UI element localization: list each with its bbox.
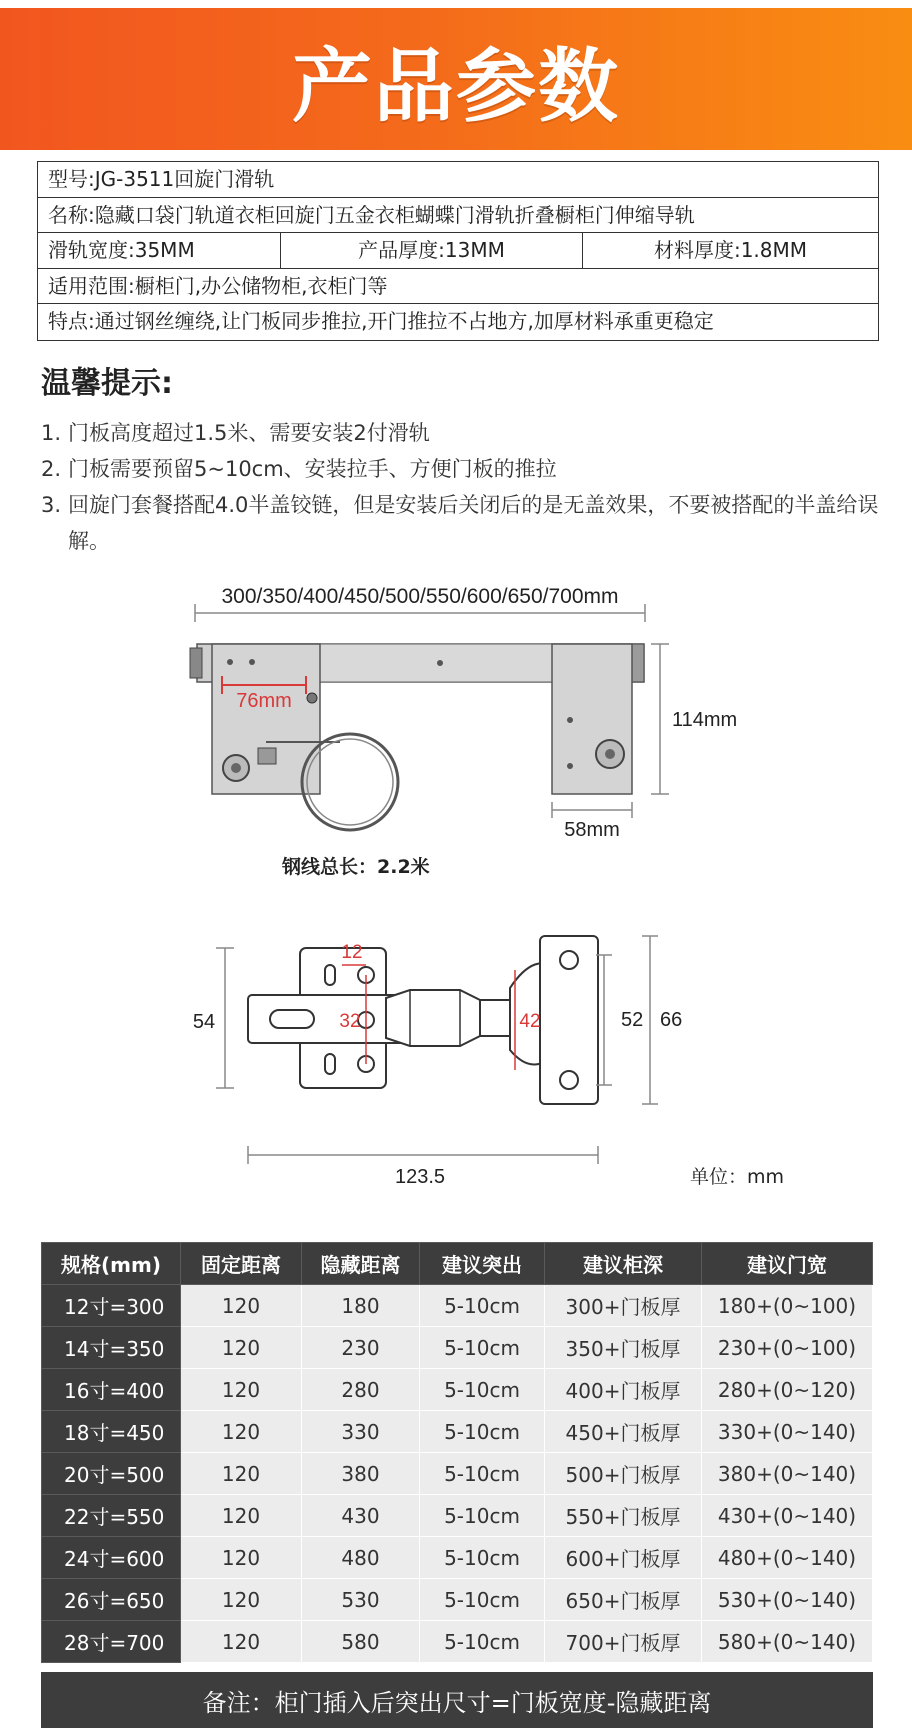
hinge-dim-52: 52 — [621, 1009, 644, 1031]
cell-spec: 26寸=650 — [42, 1579, 181, 1621]
cell-protrude: 5-10cm — [420, 1579, 545, 1621]
cell-hidden: 580 — [302, 1621, 420, 1663]
cell-hidden: 280 — [302, 1369, 420, 1411]
header-banner — [0, 8, 912, 150]
cable-length-label: 钢线总长：2.2米 — [282, 856, 430, 878]
cell-depth: 450+门板厚 — [545, 1411, 702, 1453]
table-header-row — [42, 1243, 873, 1285]
cell-width: 230+(0~100) — [702, 1327, 873, 1369]
cell-protrude: 5-10cm — [420, 1369, 545, 1411]
cell-protrude: 5-10cm — [420, 1495, 545, 1537]
hinge-dim-12: 12 — [341, 942, 363, 963]
rail-height-label: 114mm — [672, 709, 738, 731]
table-row — [42, 1495, 873, 1537]
hinge-dim-66: 66 — [660, 1009, 683, 1031]
cell-protrude: 5-10cm — [420, 1621, 545, 1663]
table-footnote: 备注：柜门插入后突出尺寸=门板宽度-隐藏距离 — [41, 1672, 873, 1728]
tip-number: 3. — [41, 493, 62, 517]
tip-text: 门板需要预留5~10cm、安装拉手、方便门板的推拉 — [68, 457, 557, 481]
cell-protrude: 5-10cm — [420, 1537, 545, 1579]
cell-spec: 24寸=600 — [42, 1537, 181, 1579]
cell-hidden: 180 — [302, 1285, 420, 1327]
tip-number: 1. — [41, 421, 62, 445]
cell-depth: 350+门板厚 — [545, 1327, 702, 1369]
tip-text: 门板高度超过1.5米、需要安装2付滑轨 — [68, 421, 430, 445]
tips-list — [41, 415, 881, 559]
cell-fixed: 120 — [181, 1537, 302, 1579]
cell-spec: 28寸=700 — [42, 1621, 181, 1663]
cell-depth: 550+门板厚 — [545, 1495, 702, 1537]
spec-model: 型号:JG-3511回旋门滑轨 — [48, 167, 275, 191]
cell-fixed: 120 — [181, 1327, 302, 1369]
cell-depth: 600+门板厚 — [545, 1537, 702, 1579]
cell-width: 380+(0~140) — [702, 1453, 873, 1495]
cell-width: 480+(0~140) — [702, 1537, 873, 1579]
cell-depth: 400+门板厚 — [545, 1369, 702, 1411]
rail-bracket-label: 58mm — [564, 819, 620, 841]
cell-protrude: 5-10cm — [420, 1453, 545, 1495]
table-row — [42, 1579, 873, 1621]
cell-fixed: 120 — [181, 1453, 302, 1495]
cell-fixed: 120 — [181, 1285, 302, 1327]
col-header-width: 建议门宽 — [702, 1243, 873, 1285]
cell-protrude: 5-10cm — [420, 1327, 545, 1369]
spec-material-thickness: 材料厚度:1.8MM — [653, 238, 808, 263]
table-row — [42, 1369, 873, 1411]
cell-spec: 20寸=500 — [42, 1453, 181, 1495]
cell-width: 180+(0~100) — [702, 1285, 873, 1327]
cell-width: 580+(0~140) — [702, 1621, 873, 1663]
cell-fixed: 120 — [181, 1411, 302, 1453]
spec-product-thickness: 产品厚度:13MM — [281, 233, 583, 268]
cell-fixed: 120 — [181, 1495, 302, 1537]
spec-scope: 适用范围:橱柜门,办公储物柜,衣柜门等 — [48, 273, 388, 298]
tip-item — [41, 487, 881, 559]
hinge-diagram — [193, 936, 784, 1188]
cell-hidden: 530 — [302, 1579, 420, 1621]
tips-title: 温馨提示: — [41, 366, 173, 401]
size-spec-table — [41, 1242, 873, 1663]
cell-depth: 500+门板厚 — [545, 1453, 702, 1495]
hinge-dim-42: 42 — [519, 1011, 541, 1032]
hinge-dim-32: 32 — [339, 1011, 361, 1032]
spec-info-table — [37, 161, 879, 341]
table-row — [42, 1327, 873, 1369]
spec-row-features — [38, 304, 878, 340]
col-header-hidden: 隐藏距离 — [302, 1243, 420, 1285]
cell-fixed: 120 — [181, 1621, 302, 1663]
right-bracket — [552, 644, 632, 794]
col-header-depth: 建议柜深 — [545, 1243, 702, 1285]
cell-width: 530+(0~140) — [702, 1579, 873, 1621]
product-diagram — [0, 580, 912, 1220]
cell-fixed: 120 — [181, 1369, 302, 1411]
spec-row-scope — [38, 269, 878, 305]
tip-number: 2. — [41, 457, 62, 481]
cell-depth: 700+门板厚 — [545, 1621, 702, 1663]
cell-spec: 18寸=450 — [42, 1411, 181, 1453]
cell-hidden: 230 — [302, 1327, 420, 1369]
cell-width: 280+(0~120) — [702, 1369, 873, 1411]
table-row — [42, 1537, 873, 1579]
cell-spec: 22寸=550 — [42, 1495, 181, 1537]
cell-depth: 650+门板厚 — [545, 1579, 702, 1621]
tip-item — [41, 451, 881, 487]
cell-width: 330+(0~140) — [702, 1411, 873, 1453]
spec-row-dimensions — [38, 233, 878, 269]
spec-name: 名称:隐藏口袋门轨道衣柜回旋门五金衣柜蝴蝶门滑轨折叠橱柜门伸缩导轨 — [48, 202, 695, 227]
cell-protrude: 5-10cm — [420, 1411, 545, 1453]
hinge-dim-54: 54 — [192, 1011, 216, 1033]
spec-row-model — [38, 162, 878, 198]
tip-item — [41, 415, 881, 451]
table-row — [42, 1411, 873, 1453]
col-header-fixed: 固定距离 — [181, 1243, 302, 1285]
cell-spec: 14寸=350 — [42, 1327, 181, 1369]
cell-fixed: 120 — [181, 1579, 302, 1621]
col-header-protrude: 建议突出 — [420, 1243, 545, 1285]
rail-length-label: 300/350/400/450/500/550/600/650/700mm — [221, 585, 619, 608]
spec-rail-width: 滑轨宽度:35MM — [38, 233, 281, 268]
table-row — [42, 1285, 873, 1327]
rail-offset-label: 76mm — [236, 690, 292, 712]
tip-text: 回旋门套餐搭配4.0半盖铰链，但是安装后关闭后的是无盖效果，不要被搭配的半盖给误解。 — [68, 493, 879, 553]
unit-label: 单位：mm — [690, 1166, 785, 1188]
col-header-spec: 规格(mm) — [42, 1243, 181, 1285]
cell-hidden: 430 — [302, 1495, 420, 1537]
rail-diagram — [190, 585, 737, 878]
cell-hidden: 480 — [302, 1537, 420, 1579]
table-row — [42, 1453, 873, 1495]
spec-features: 特点:通过钢丝缠绕,让门板同步推拉,开门推拉不占地方,加厚材料承重更稳定 — [48, 309, 714, 334]
table-row — [42, 1621, 873, 1663]
cell-spec: 12寸=300 — [42, 1285, 181, 1327]
cell-depth: 300+门板厚 — [545, 1285, 702, 1327]
cell-spec: 16寸=400 — [42, 1369, 181, 1411]
spec-row-name — [38, 198, 878, 234]
cell-width: 430+(0~140) — [702, 1495, 873, 1537]
page-title: 产品参数 — [292, 39, 620, 133]
cell-protrude: 5-10cm — [420, 1285, 545, 1327]
cell-hidden: 330 — [302, 1411, 420, 1453]
cell-hidden: 380 — [302, 1453, 420, 1495]
hinge-dim-123-5: 123.5 — [394, 1166, 446, 1188]
